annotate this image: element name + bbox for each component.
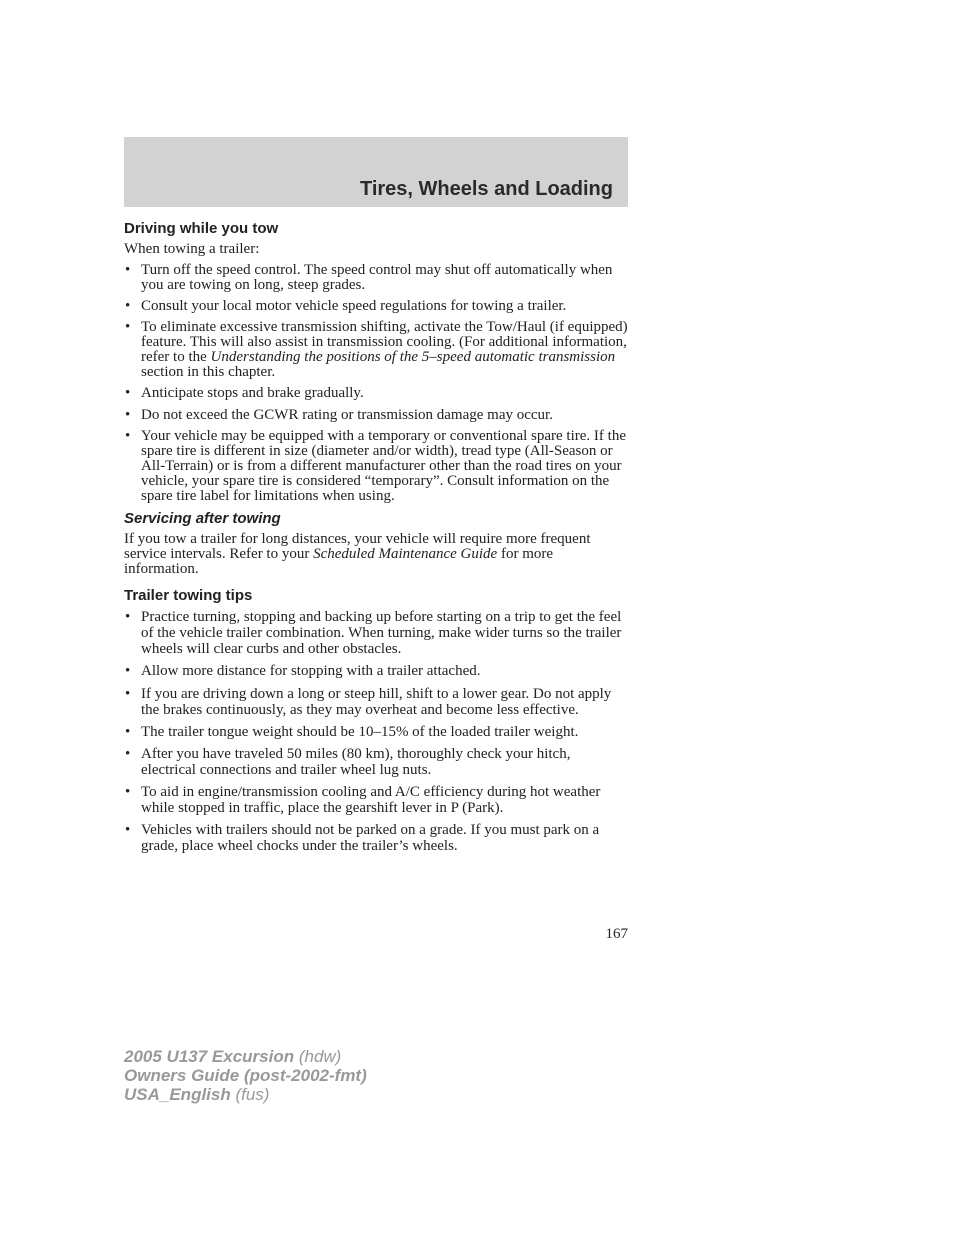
page-content [124,220,628,854]
list-item: • The trailer tongue weight should be 10–15% of the loaded trailer weight. [125,724,579,740]
section-paragraph: If you tow a trailer for long distances, your vehicle will require more frequent service intervals. Refer to your Scheduled Maintenance Guide for more information. [124,531,591,577]
section-heading-driving-while-you-tow: Driving while you tow [124,220,279,237]
list-item: • If you are driving down a long or steep hill, shift to a lower gear. Do not apply the brakes continuously, as they may overheat and become less effective. [125,686,612,718]
list-item: • Consult your local motor vehicle speed regulations for towing a trailer. [125,298,567,314]
bullet-glyph: • [125,784,131,800]
bullet-glyph: • [125,746,131,762]
bullet-glyph: • [125,609,131,625]
bullet-glyph: • [125,663,131,679]
list-item: • To aid in engine/transmission cooling and A/C efficiency during hot weather while stopped in traffic, place the gearshift lever in P (Park). [125,784,601,816]
bullet-glyph: • [125,262,131,278]
bullet-glyph: • [125,407,131,423]
list-item: • After you have traveled 50 miles (80 km), thoroughly check your hitch, electrical connections and trailer wheel lug nuts. [125,746,571,778]
cross-reference: Understanding the positions of the 5–speed automatic transmission [210,349,616,365]
bullet-glyph: • [125,385,131,401]
bullet-glyph: • [125,298,131,314]
footer-line: Owners Guide (post-2002-fmt) [124,1066,367,1085]
bullet-glyph: • [125,686,131,702]
chapter-header-band [124,137,628,207]
document-footer [124,1047,367,1104]
bullet-glyph: • [125,724,131,740]
list-item: • Turn off the speed control. The speed control may shut off automatically when you are towing on long, steep grades. [125,262,613,293]
section-intro: When towing a trailer: [124,241,260,257]
bullet-list-towing-tips [124,609,628,854]
page-number: 167 [605,926,628,942]
section-heading-trailer-towing-tips: Trailer towing tips [124,587,253,604]
bullet-list-driving [124,263,628,504]
list-item: • Vehicles with trailers should not be parked on a grade. If you must park on a grade, place wheel chocks under the trailer’s wheels. [125,822,600,854]
list-item: • To eliminate excessive transmission shifting, activate the Tow/Haul (if equipped) feature. This will also assist in transmission cooling. (For additional information, refer to the Understanding the positions of the 5–speed automatic transmission section in this chapter. [125,319,628,380]
list-item: • Anticipate stops and brake gradually. [125,385,364,401]
list-item: • Allow more distance for stopping with a trailer attached. [125,663,481,679]
list-item: • Your vehicle may be equipped with a temporary or conventional spare tire. If the spare tire is different in size (diameter and/or width), tread type (All-Season or All-Terrain) or is from a different manufacturer other than the road tires on your vehicle, your spare tire is considered “temporary”. Consult information on the spare tire label for limitations when using. [125,428,626,504]
footer-line: 2005 U137 Excursion (hdw) [124,1047,342,1066]
bullet-glyph: • [125,319,131,335]
cross-reference: Scheduled Maintenance Guide [313,546,498,562]
chapter-title: Tires, Wheels and Loading [359,178,613,200]
list-item: • Do not exceed the GCWR rating or transmission damage may occur. [125,407,553,423]
list-item: • Practice turning, stopping and backing up before starting on a trip to get the feel of the vehicle trailer combination. When turning, make wider turns so the trailer wheels will clear curbs and other obstacles. [125,609,622,657]
footer-line: USA_English (fus) [124,1085,270,1104]
section-heading-servicing-after-towing: Servicing after towing [124,510,281,527]
bullet-glyph: • [125,428,131,444]
bullet-glyph: • [125,822,131,838]
